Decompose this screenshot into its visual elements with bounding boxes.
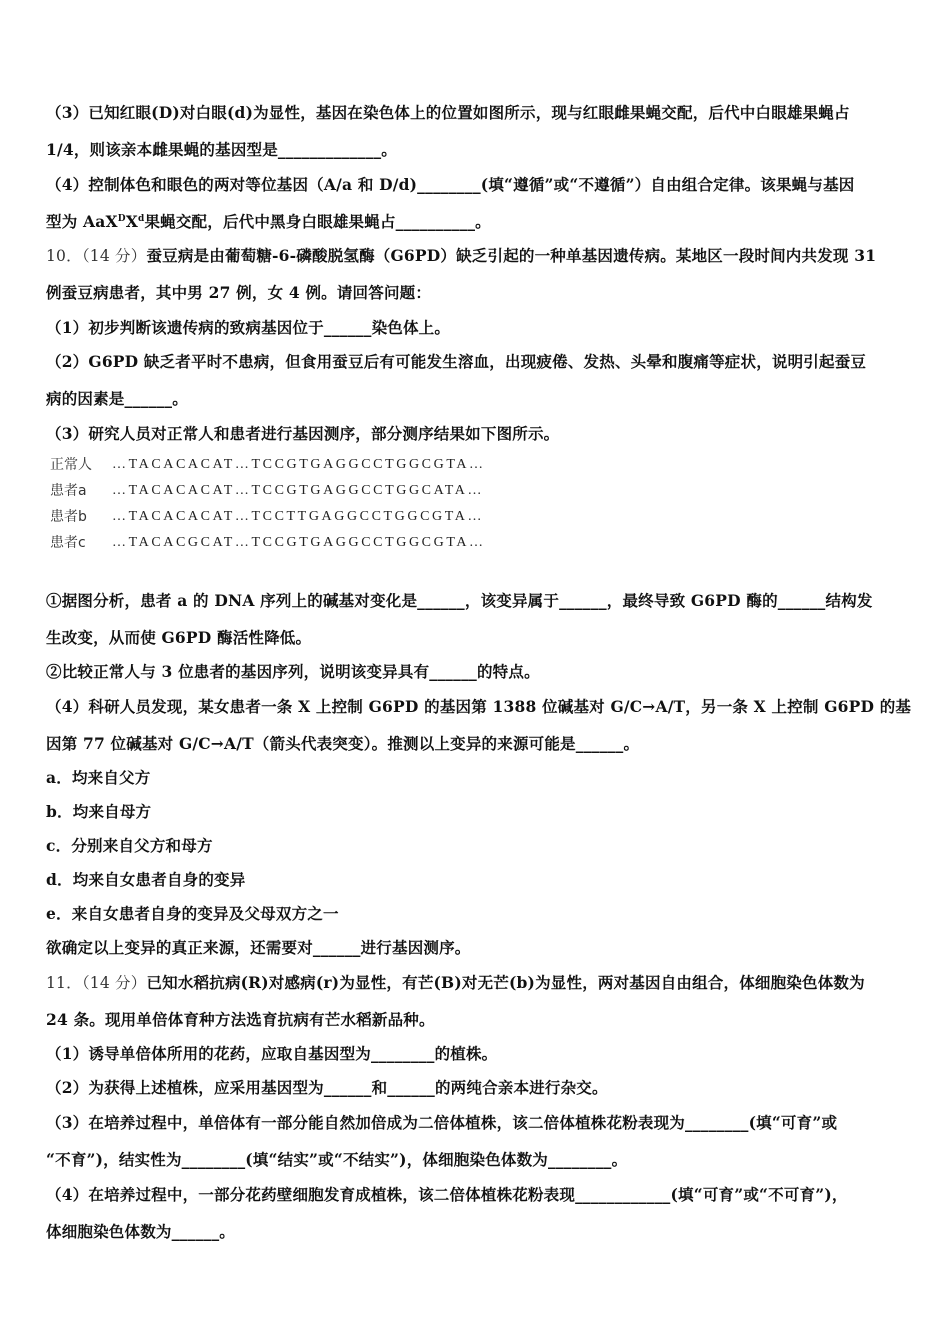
q11-part4-line2: 体细胞染色体数为______。: [46, 1222, 236, 1241]
q11-number: 11．: [46, 974, 82, 992]
q10-stem: 蚕豆病是由葡萄糖-6-磷酸脱氢酶（G6PD）缺乏引起的一种单基因遗传病。某地区一段时间内共发现 31: [146, 246, 877, 265]
q10-part2-line2: 病的因素是______。: [46, 389, 188, 408]
q9-part4-line2: [46, 212, 491, 232]
q11-part1: （1）诱导单倍体所用的花药，应取自基因型为________的植株。: [46, 1044, 498, 1063]
q9-part4-line1: （4）控制体色和眼色的两对等位基因（A/a 和 D/d)________(填“遵循”或“不遵循”）自由组合定律。该果蝇与基因: [46, 175, 855, 194]
q10-part3: （3）研究人员对正常人和患者进行基因测序，部分测序结果如下图所示。: [46, 424, 560, 443]
seq-label: 患者b: [50, 509, 87, 525]
genotype-sup-d-upper: D: [117, 214, 126, 224]
q10-line1: [46, 246, 876, 266]
option-b: b．均来自母方: [46, 802, 152, 821]
seq-label: 患者a: [50, 483, 87, 499]
q10-sub2: ②比较正常人与 3 位患者的基因序列，说明该变异具有______的特点。: [46, 662, 540, 681]
q9-part3-line1: （3）已知红眼(D)对白眼(d)为显性，基因在染色体上的位置如图所示，现与红眼雌果蝇交配，后代中白眼雄果蝇占: [46, 103, 850, 122]
q11-stem: 已知水稻抗病(R)对感病(r)为显性，有芒(B)对无芒(b)为显性，两对基因自由组合，体细胞染色体数为: [146, 973, 865, 992]
q10-part1: （1）初步判断该遗传病的致病基因位于______染色体上。: [46, 318, 451, 337]
seq-value: …TACACGCAT…TCCGTGAGGCCTGGCGTA…: [112, 535, 486, 550]
q10-line2: 例蚕豆病患者，其中男 27 例，女 4 例。请回答问题：: [46, 283, 432, 302]
q10-part4-line1: （4）科研人员发现，某女患者一条 X 上控制 G6PD 的基因第 1388 位碱基对 G/C→A/T，另一条 X 上控制 G6PD 的基: [46, 697, 912, 716]
q10-part2-line1: （2）G6PD 缺乏者平时不患病，但食用蚕豆后有可能发生溶血，出现疲倦、发热、头晕和腹痛等症状，说明引起蚕豆: [46, 352, 867, 371]
q11-line2: 24 条。现用单倍体育种方法选育抗病有芒水稻新品种。: [46, 1010, 435, 1029]
q11-line1: [46, 973, 865, 993]
q11-part2: （2）为获得上述植株，应采用基因型为______和______的两纯合亲本进行杂交。: [46, 1078, 608, 1097]
q10-final: 欲确定以上变异的真正来源，还需要对______进行基因测序。: [46, 938, 471, 957]
option-a: a．均来自父方: [46, 768, 151, 787]
option-e: e．来自女患者自身的变异及父母双方之一: [46, 904, 339, 923]
q10-part4-line2: 因第 77 位碱基对 G/C→A/T（箭头代表突变）。推测以上变异的来源可能是______。: [46, 734, 640, 753]
option-d: d．均来自女患者自身的变异: [46, 870, 246, 889]
seq-value: …TACACACAT…TCCGTGAGGCCTGGCGTA…: [112, 457, 486, 472]
seq-label: 正常人: [50, 457, 92, 473]
seq-value: …TACACACAT…TCCTTGAGGCCTGGCGTA…: [112, 509, 485, 524]
genotype-mid: X: [125, 212, 138, 231]
q10-number: 10．: [46, 247, 82, 265]
q10-score: （14 分）: [81, 247, 147, 265]
q11-part4-line1: （4）在培养过程中，一部分花药壁细胞发育成植株，该二倍体植株花粉表现____________(填“可育”或“不可育”)，: [46, 1185, 848, 1204]
option-c: c．分别来自父方和母方: [46, 836, 213, 855]
seq-value: …TACACACAT…TCCGTGAGGCCTGGCATA…: [112, 483, 485, 498]
seq-label: 患者c: [50, 535, 86, 551]
genotype-sup-d-lower: d: [137, 214, 145, 224]
q11-part3-line1: （3）在培养过程中，单倍体有一部分能自然加倍成为二倍体植株，该二倍体植株花粉表现为________(填“可育”或: [46, 1113, 838, 1132]
q10-sub1-line2: 生改变，从而使 G6PD 酶活性降低。: [46, 628, 312, 647]
genotype-rest: 果蝇交配，后代中黑身白眼雄果蝇占__________。: [144, 212, 491, 231]
genotype-prefix: 型为 AaX: [46, 212, 118, 231]
q11-part3-line2: “不育”)，结实性为________(填“结实”或“不结实”)，体细胞染色体数为________。: [46, 1150, 628, 1169]
q11-score: （14 分）: [81, 974, 147, 992]
q10-sub1-line1: ①据图分析，患者 a 的 DNA 序列上的碱基对变化是______，该变异属于______，最终导致 G6PD 酶的______结构发: [46, 591, 873, 610]
q9-part3-line2: 1/4，则该亲本雌果蝇的基因型是_____________。: [46, 140, 397, 159]
